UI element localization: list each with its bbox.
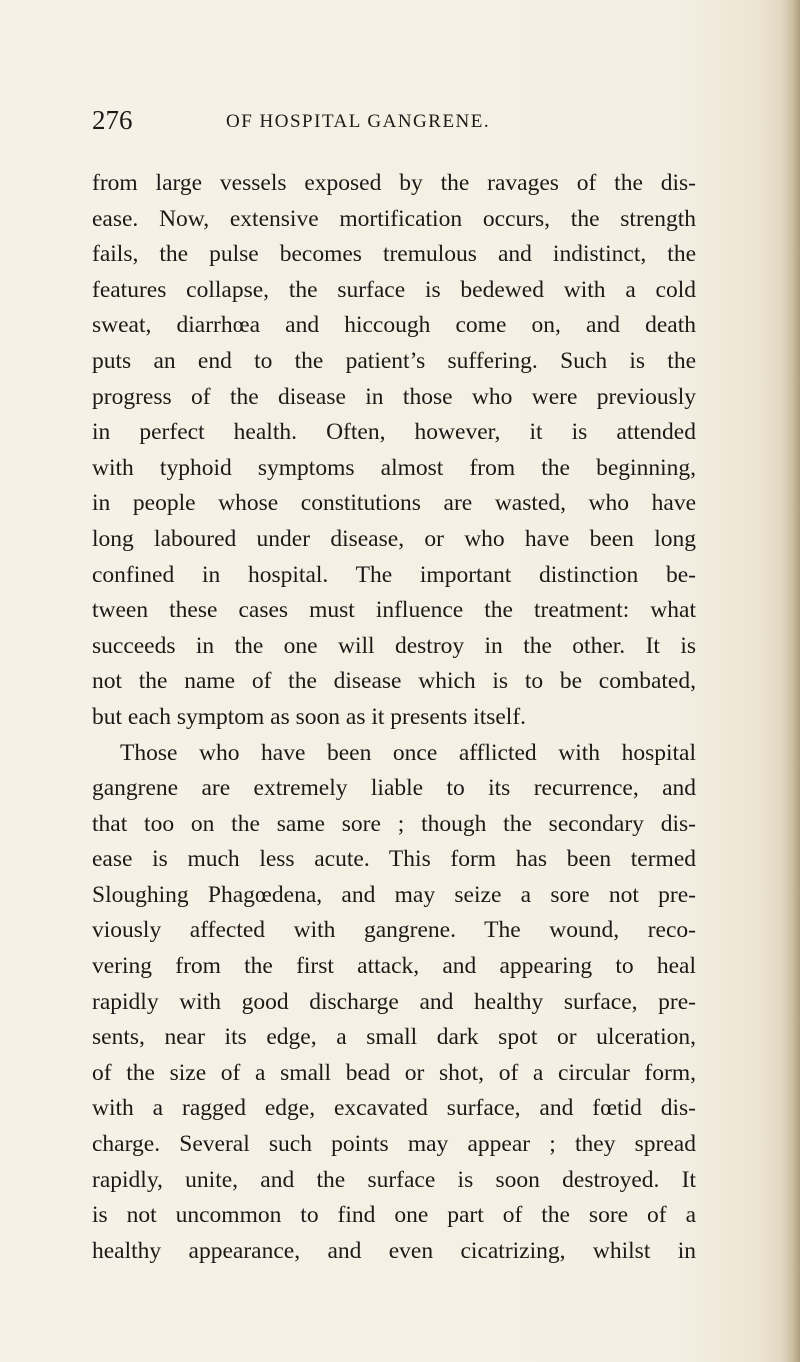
page-number: 276 [92,105,133,135]
text-line: progress of the disease in those who were previously [92,383,696,410]
text-line: confined in hospital. The important distinction be- [92,561,696,588]
text-line: puts an end to the patient’s suffering. Such is the [92,347,696,374]
text-line: features collapse, the surface is bedewed with a cold [92,276,696,303]
text-line: tween these cases must influence the treatment: what [92,597,696,624]
text-line: gangrene are extremely liable to its recurrence, and [92,775,696,802]
text-line: with a ragged edge, excavated surface, and fœtid dis- [92,1095,696,1122]
text-line: of the size of a small bead or shot, of a circular form, [92,1059,696,1086]
text-line: rapidly, unite, and the surface is soon destroyed. It [92,1166,696,1193]
text-line: ease is much less acute. This form has been termed [92,846,696,873]
text-line: viously affected with gangrene. The wound, reco- [92,917,696,944]
paragraph-start-line: Those who have been once afflicted with hospital [120,739,696,766]
text-line: not the name of the disease which is to be combated, [92,668,696,695]
text-line: in people whose constitutions are wasted, who have [92,490,696,517]
text-line: from large vessels exposed by the ravages of the dis- [92,170,696,196]
running-title: OF HOSPITAL GANGRENE. [226,111,491,132]
page-edge-shadow [782,0,800,1362]
text-line: with typhoid symptoms almost from the beginning, [92,454,696,481]
text-line: ease. Now, extensive mortification occurs, the strength [92,205,696,232]
running-head [0,104,800,144]
body-text [92,166,696,1269]
text-line: sents, near its edge, a small dark spot or ulceration, [92,1024,696,1051]
text-line: vering from the first attack, and appearing to heal [92,953,696,980]
text-line: fails, the pulse becomes tremulous and indistinct, the [92,241,696,268]
text-line: sweat, diarrhœa and hiccough come on, and death [92,312,696,339]
paragraph-end-line: but each symptom as soon as it presents itself. [92,703,527,730]
text-line: that too on the same sore ; though the secondary dis- [92,810,696,837]
text-line: healthy appearance, and even cicatrizing, whilst in [92,1237,696,1264]
text-line: long laboured under disease, or who have been long [92,525,696,552]
text-line: charge. Several such points may appear ; they spread [92,1131,696,1158]
text-line: Sloughing Phagœdena, and may seize a sore not pre- [92,881,696,908]
text-line: succeeds in the one will destroy in the other. It is [92,632,696,659]
text-line: in perfect health. Often, however, it is attended [92,419,696,446]
text-line: is not uncommon to find one part of the sore of a [92,1202,696,1229]
text-line: rapidly with good discharge and healthy surface, pre- [92,988,696,1015]
